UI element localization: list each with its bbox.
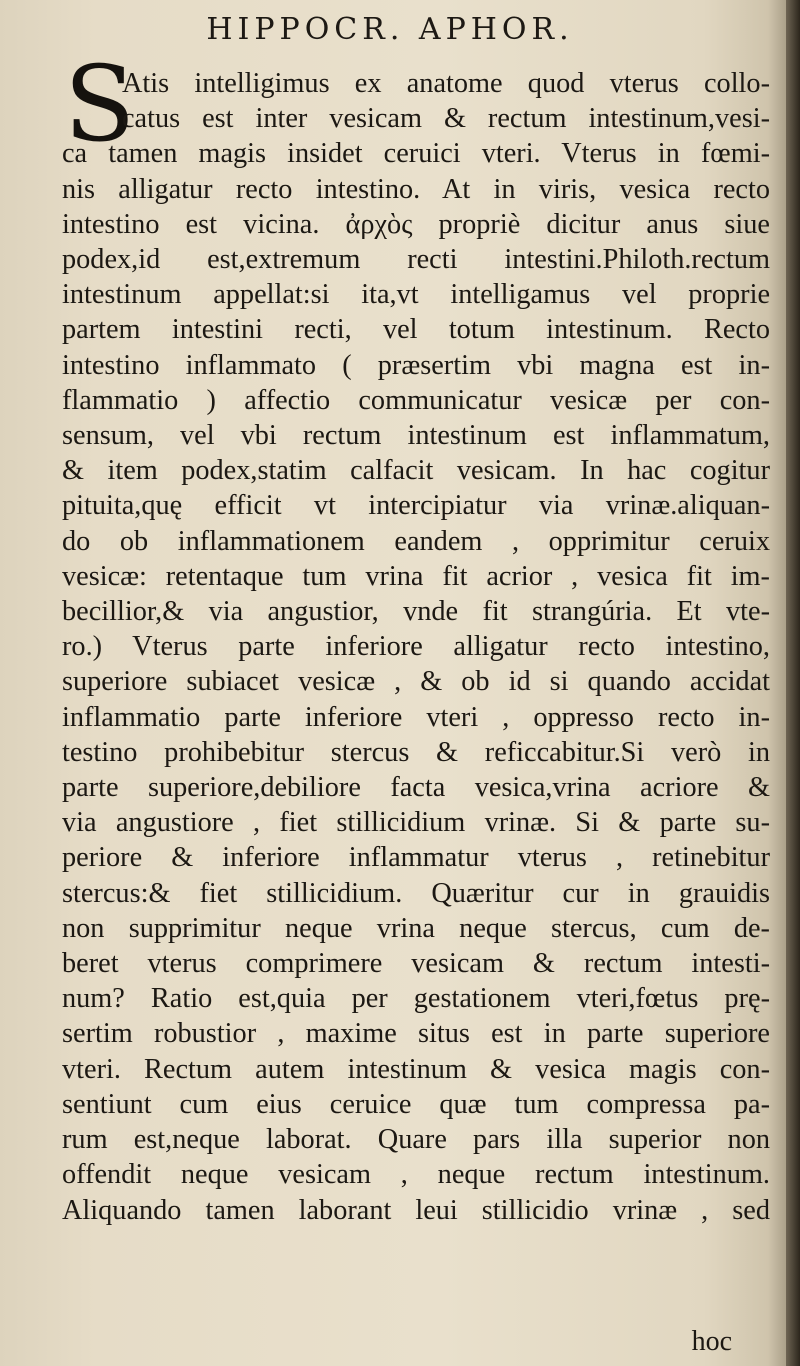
text-line: vesicæ: retentaque tum vrina fit acrior , vesica fit im- xyxy=(62,560,770,592)
book-spine-shadow xyxy=(786,0,800,1366)
text-line: non supprimitur neque vrina neque stercus, cum de- xyxy=(62,912,770,944)
text-line: partem intestini recti, vel totum intestinum. Recto xyxy=(62,314,770,346)
text-line: catus est inter vesicam & rectum intestinum,vesi- xyxy=(122,103,770,135)
text-line: ca tamen magis insidet ceruici vteri. Vterus in fœmi- xyxy=(62,138,770,170)
text-line: offendit neque vesicam , neque rectum intestinum. xyxy=(62,1159,770,1191)
catchword: hoc xyxy=(691,1326,732,1357)
text-line: periore & inferiore inflammatur vterus , retinebitur xyxy=(62,842,770,874)
text-line: Atis intelligimus ex anatome quod vterus collo- xyxy=(122,68,770,99)
text-line: & item podex,statim calfacit vesicam. In hac cogitur xyxy=(62,455,770,487)
text-line: testino prohibebitur stercus & reficcabitur.Si verò in xyxy=(62,736,770,768)
running-header: HIPPOCR. APHOR. xyxy=(206,12,574,47)
text-line: beret vterus comprimere vesicam & rectum intesti- xyxy=(62,948,770,980)
text-line: ro.) Vterus parte inferiore alligatur recto intestino, xyxy=(62,631,770,663)
text-line: parte superiore,debiliore facta vesica,vrina acriore & xyxy=(62,772,770,804)
text-line: stercus:& fiet stillicidium. Quæritur cur in grauidis xyxy=(62,877,770,909)
text-line: vteri. Rectum autem intestinum & vesica magis con- xyxy=(62,1053,770,1085)
text-line: rum est,neque laborat. Quare pars illa superior non xyxy=(62,1124,770,1156)
text-line: intestino inflammato ( præsertim vbi magna est in- xyxy=(62,349,770,381)
text-line: pituita,quę efficit vt intercipiatur via vrinæ.aliquan- xyxy=(62,490,770,522)
text-line: via angustiore , fiet stillicidium vrinæ. Si & parte su- xyxy=(62,807,770,839)
text-line: flammatio ) affectio communicatur vesicæ per con- xyxy=(62,384,770,416)
text-line: nis alligatur recto intestino. At in viris, vesica recto xyxy=(62,173,770,205)
text-line: do ob inflammationem eandem , opprimitur ceruix xyxy=(62,525,770,557)
text-line: intestino est vicina. ἀρχὸς propriè dicitur anus siue xyxy=(62,208,770,240)
text-line: inflammatio parte inferiore vteri , oppresso recto in- xyxy=(62,701,770,733)
body-text xyxy=(62,43,770,1228)
text-line: podex,id est,extremum recti intestini.Philoth.rectum xyxy=(62,244,770,276)
text-line: intestinum appellat:si ita,vt intelligamus vel proprie xyxy=(62,279,770,311)
text-line: num? Ratio est,quia per gestationem vteri,fœtus prę- xyxy=(62,983,770,1015)
text-line: becillior,& via angustior, vnde fit strangúria. Et vte- xyxy=(62,596,770,628)
text-line: Aliquando tamen laborant leui stillicidio vrinæ , sed xyxy=(62,1194,770,1226)
text-line: sentiunt cum eius ceruice quæ tum compressa pa- xyxy=(62,1088,770,1120)
drop-capital: S xyxy=(64,43,136,165)
text-line: sertim robustior , maxime situs est in parte superiore xyxy=(62,1018,770,1050)
text-line: sensum, vel vbi rectum intestinum est inflammatum, xyxy=(62,420,770,452)
text-line: superiore subiacet vesicæ , & ob id si quando accidat xyxy=(62,666,770,698)
